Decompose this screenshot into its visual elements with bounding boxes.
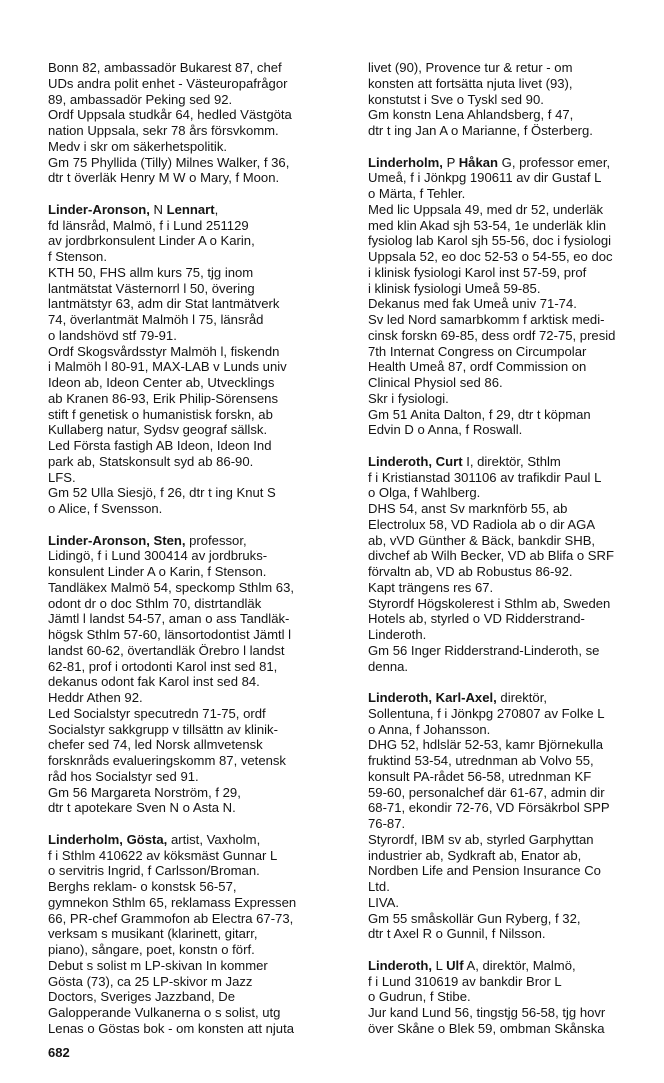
entry-text: lantmätstat Västernorrl l 50, övering	[48, 280, 255, 296]
text-line	[48, 359, 353, 375]
entry-text: Debut s solist m LP-skivan In kommer	[48, 957, 268, 973]
text-line	[368, 580, 664, 596]
text-line	[48, 863, 353, 879]
text-line	[368, 611, 664, 627]
entry-text: ab Kranen 86-93, Erik Philip-Sörensens	[48, 390, 278, 406]
entry-text: G, professor emer,	[498, 154, 611, 170]
text-line	[368, 328, 664, 344]
entry-text: f i Lund 310619 av bankdir Bror L	[368, 973, 562, 989]
entry-text: Jur kand Lund 56, tingstjg 56-58, tjg hovr	[368, 1005, 606, 1020]
entry-text: högsk Sthlm 57-60, länsortodontist Jämtl l	[48, 627, 292, 642]
entry-surname: Linder-Aronson,	[48, 201, 150, 217]
entry-text: fd länsråd, Malmö, f i Lund 251129	[48, 217, 249, 233]
entry-text: med klin Akad sjh 53-54, 1e underläk klin	[368, 217, 607, 233]
entry-text: Heddr Athen 92.	[48, 690, 143, 705]
entry-text: livet (90), Provence tur & retur - om	[368, 60, 573, 75]
text-line	[368, 863, 664, 879]
text-line	[368, 76, 664, 92]
text-line	[368, 485, 664, 501]
entry-text: Gm 56 Margareta Norström, f 29,	[48, 784, 241, 800]
text-line	[368, 422, 664, 438]
entry-text: o Alice, f Svensson.	[48, 501, 163, 516]
entry-text: f i Sthlm 410622 av köksmäst Gunnar L	[48, 847, 278, 863]
entry-text: dtr t ing Jan A o Marianne, f Österberg.	[368, 123, 593, 138]
text-line	[48, 1005, 353, 1021]
text-line	[48, 312, 353, 328]
text-line	[368, 989, 664, 1005]
entry-text: Lenas o Göstas bok - om konsten att njuta	[48, 1020, 295, 1036]
entry-text: Led Första fastigh AB Ideon, Ideon Ind	[48, 438, 272, 453]
text-line	[368, 407, 664, 423]
text-line	[48, 596, 353, 612]
text-line	[48, 706, 353, 722]
text-line	[48, 139, 353, 155]
entry-text: ,	[214, 201, 219, 217]
text-line	[48, 926, 353, 942]
text-line	[48, 233, 353, 249]
text-line	[368, 627, 664, 643]
text-line	[48, 422, 353, 438]
text-line	[48, 690, 353, 706]
entry-text: 59-60, personalchef där 61-67, admin dir	[368, 784, 605, 800]
entry-text: f Stenson.	[48, 249, 107, 264]
entry-text: i klinisk fysiologi Umeå 59-85.	[368, 280, 541, 296]
text-line	[368, 218, 664, 234]
text-line	[48, 769, 353, 785]
entry-text: artist, Vaxholm,	[167, 831, 261, 847]
text-line	[368, 753, 664, 769]
text-line	[368, 344, 664, 360]
entry-text: 7th Internat Congress on Circumpolar	[368, 343, 587, 359]
entry-text: konsulent Linder A o Karin, f Stenson.	[48, 564, 267, 579]
text-line	[368, 785, 664, 801]
entry-text: Ordf Uppsala studkår 64, hedled Västgöta	[48, 107, 292, 123]
entry-surname: Linder-Aronson, Sten,	[48, 532, 186, 548]
entry-text: Nordben Life and Pension Insurance Co	[368, 863, 601, 879]
entry-text: 74, överlantmät Malmöh l 75, länsråd	[48, 312, 264, 327]
entry-text: över Skåne o Blek 59, ombman Skånska	[368, 1020, 605, 1036]
entry-text: nation Uppsala, sekr 78 års försvkomm.	[48, 123, 279, 138]
entry-text: förvaltn ab, VD ab Robustus 86-92.	[368, 564, 573, 579]
text-line	[368, 501, 664, 517]
text-line	[368, 564, 664, 580]
text-line	[48, 249, 353, 265]
text-line	[368, 107, 664, 123]
text-line	[48, 974, 353, 990]
text-line	[368, 517, 664, 533]
entry-text: direktör,	[496, 690, 547, 705]
entry-text: divchef ab Wilh Becker, VD ab Blifa o SRF	[368, 548, 614, 564]
text-line	[48, 580, 353, 596]
entry-text: Tandläkex Malmö 54, speckomp Sthlm 63,	[48, 579, 294, 595]
text-line	[48, 155, 353, 171]
text-line	[48, 674, 353, 690]
entry-text: dekanus odont fak Karol inst sed 84.	[48, 674, 260, 690]
entry-text: dtr t Axel R o Gunnil, f Nilsson.	[368, 926, 546, 942]
entry-text: DHG 52, hdlslär 52-53, kamr Björnekulla	[368, 737, 604, 753]
entry-text: o landshövd stf 79-91.	[48, 327, 177, 343]
entry-text: Dekanus med fak Umeå univ 71-74.	[368, 296, 577, 312]
text-line	[48, 1021, 353, 1037]
entry-text: Gösta (73), ca 25 LP-skivor m Jazz	[48, 973, 253, 989]
entry-text: Ideon ab, Ideon Center ab, Utvecklings	[48, 375, 275, 390]
text-line	[48, 438, 353, 454]
entry-text: cinsk forskn 69-85, dess ordf 72-75, presid	[368, 327, 616, 343]
text-line	[368, 832, 664, 848]
entry-text: o Olga, f Wahlberg.	[368, 485, 481, 501]
entry-surname: Linderholm,	[368, 154, 443, 170]
entry-text: konstutst i Sve o Tyskl sed 90.	[368, 91, 544, 107]
entry-text: Gm 56 Inger Ridderstrand-Linderoth, se	[368, 642, 600, 658]
entry-surname: Linderoth, Karl-Axel,	[368, 690, 497, 705]
text-line	[368, 296, 664, 312]
entry-text: Ltd.	[368, 879, 390, 894]
text-line	[368, 643, 664, 659]
text-line	[368, 722, 664, 738]
text-line	[368, 879, 664, 895]
text-line	[48, 265, 353, 281]
text-line	[368, 911, 664, 927]
entry-text: Sollentuna, f i Jönkpg 270807 av Folke L	[368, 705, 605, 721]
text-line	[368, 848, 664, 864]
entry-text: o Märta, f Tehler.	[368, 186, 466, 201]
text-line	[48, 375, 353, 391]
entry-text: konsten att fortsätta njuta livet (93),	[368, 75, 573, 91]
text-line	[368, 202, 664, 218]
entry-text: chefer sed 74, led Norsk allmvetensk	[48, 737, 263, 753]
text-line	[368, 800, 664, 816]
entry-text: o servitris Ingrid, f Carlsson/Broman.	[48, 863, 260, 879]
entry-text: Gm 52 Ulla Siesjö, f 26, dtr t ing Knut S	[48, 485, 276, 501]
text-line	[48, 407, 353, 423]
text-line	[48, 737, 353, 753]
entry-text: Ordf Skogsvårdsstyr Malmöh l, fiskendn	[48, 343, 280, 359]
text-line	[368, 690, 664, 706]
entry-text: dtr t överläk Henry M W o Mary, f Moon.	[48, 170, 280, 186]
entry-text: Styrordf, IBM sv ab, styrled Garphyttan	[368, 831, 594, 847]
entry-text: i Malmöh l 80-91, MAX-LAB v Lunds univ	[48, 359, 287, 375]
entry-text: Galopperande Vulkanerna o s solist, utg	[48, 1005, 281, 1020]
biography-entry	[48, 202, 353, 517]
text-line	[368, 706, 664, 722]
entry-text: Uppsala 52, eo doc 52-53 o 54-55, eo doc	[368, 249, 613, 264]
entry-text: Skr i fysiologi.	[368, 390, 449, 406]
entry-text: fruktind 53-54, utrednman ab Volvo 55,	[368, 753, 594, 768]
text-line	[368, 958, 664, 974]
text-line	[368, 548, 664, 564]
entry-text: denna.	[368, 658, 409, 674]
entry-surname: Linderoth,	[368, 957, 433, 973]
entry-surname: Linderoth, Curt	[368, 453, 463, 469]
text-line	[48, 123, 353, 139]
text-line	[48, 832, 353, 848]
page-number: 682	[48, 1045, 70, 1060]
text-line	[48, 328, 353, 344]
text-line	[368, 454, 664, 470]
entry-text: Umeå, f i Jönkpg 190611 av dir Gustaf L	[368, 170, 602, 186]
entry-given-name: Lennart	[166, 201, 215, 217]
entry-text: KTH 50, FHS allm kurs 75, tjg inom	[48, 264, 254, 280]
biography-entry	[368, 60, 664, 139]
text-line	[48, 548, 353, 564]
biography-entry	[48, 60, 353, 186]
entry-initial: P	[442, 154, 459, 170]
text-line	[368, 895, 664, 911]
text-line	[368, 391, 664, 407]
text-line	[368, 249, 664, 265]
text-line	[368, 92, 664, 108]
right-column	[368, 60, 664, 1037]
text-line	[368, 816, 664, 832]
text-line	[48, 296, 353, 312]
entry-text: 89, ambassadör Peking sed 92.	[48, 91, 233, 107]
entry-text: landst 60-62, övertandläk Örebro l landst	[48, 642, 285, 658]
biography-entry	[48, 832, 353, 1037]
text-line	[48, 989, 353, 1005]
text-line	[48, 218, 353, 234]
text-line	[368, 186, 664, 202]
text-line	[368, 533, 664, 549]
text-line	[48, 785, 353, 801]
entry-text: I, direktör, Sthlm	[462, 453, 561, 469]
entry-text: Berghs reklam- o konstsk 56-57,	[48, 879, 237, 894]
text-line	[48, 958, 353, 974]
entry-text: Doctors, Sveriges Jazzband, De	[48, 989, 236, 1005]
entry-text: fysiolog lab Karol sjh 55-56, doc i fysiologi	[368, 233, 612, 249]
entry-text: Med lic Uppsala 49, med dr 52, underläk	[368, 201, 604, 217]
text-line	[368, 375, 664, 391]
entry-text: Edvin D o Anna, f Roswall.	[368, 422, 523, 438]
text-line	[368, 281, 664, 297]
text-line	[368, 659, 664, 675]
text-line	[48, 470, 353, 486]
entry-text: Hotels ab, styrled o VD Ridderstrand-	[368, 611, 585, 627]
entry-surname: Linderholm, Gösta,	[48, 831, 168, 847]
text-line	[368, 926, 664, 942]
entry-text: Lidingö, f i Lund 300414 av jordbruks-	[48, 548, 268, 564]
left-column	[48, 60, 353, 1037]
text-line	[368, 470, 664, 486]
text-line	[48, 344, 353, 360]
text-line	[48, 202, 353, 218]
text-line	[48, 722, 353, 738]
text-line	[48, 170, 353, 186]
text-line	[368, 359, 664, 375]
text-line	[368, 265, 664, 281]
entry-text: Health Umeå 87, ordf Commission on	[368, 359, 587, 375]
text-line	[48, 879, 353, 895]
entry-text: ab, vVD Günther & Bäck, bankdir SHB,	[368, 532, 596, 548]
entry-text: Linderoth.	[368, 627, 427, 642]
text-line	[48, 753, 353, 769]
entry-text: o Anna, f Johansson.	[368, 721, 491, 737]
entry-text: professor,	[185, 532, 247, 548]
entry-text: av jordbrkonsulent Linder A o Karin,	[48, 233, 255, 249]
text-line	[368, 737, 664, 753]
entry-text: piano), sångare, poet, konstn o förf.	[48, 942, 255, 957]
entry-given-name: Håkan	[458, 154, 499, 170]
biography-entry	[368, 454, 664, 675]
text-line	[368, 769, 664, 785]
entry-initial: L	[432, 957, 447, 973]
text-line	[48, 533, 353, 549]
text-line	[368, 1021, 664, 1037]
text-line	[368, 233, 664, 249]
entry-initial: N	[149, 201, 167, 217]
biography-entry	[368, 155, 664, 439]
text-line	[368, 974, 664, 990]
entry-text: Gm 55 småskollär Gun Ryberg, f 32,	[368, 910, 581, 926]
entry-text: LFS.	[48, 469, 76, 485]
entry-text: LIVA.	[368, 894, 400, 910]
text-line	[48, 942, 353, 958]
entry-text: forsknråds evalueringskomm 87, vetensk	[48, 753, 286, 768]
text-line	[48, 643, 353, 659]
text-line	[48, 485, 353, 501]
entry-text: Kullaberg natur, Sydsv geograf sällsk.	[48, 422, 268, 438]
entry-text: Styrordf Högskolerest i Sthlm ab, Sweden	[368, 595, 611, 611]
entry-text: odont dr o doc Sthlm 70, distrtandläk	[48, 595, 262, 611]
text-line	[368, 170, 664, 186]
text-line	[48, 501, 353, 517]
text-line	[368, 123, 664, 139]
entry-text: i klinisk fysiologi Karol inst 57-59, prof	[368, 264, 587, 280]
text-line	[48, 800, 353, 816]
entry-text: Medv i skr om säkerhetspolitik.	[48, 138, 228, 154]
entry-text: Sv led Nord samarbkomm f arktisk medi-	[368, 312, 605, 327]
entry-text: o Gudrun, f Stibe.	[368, 989, 471, 1005]
entry-text: industrier ab, Sydkraft ab, Enator ab,	[368, 847, 582, 863]
entry-text: park ab, Statskonsult syd ab 86-90.	[48, 453, 254, 469]
text-line	[48, 92, 353, 108]
entry-text: dtr t apotekare Sven N o Asta N.	[48, 800, 236, 816]
text-line	[48, 107, 353, 123]
text-line	[48, 60, 353, 76]
entry-text: Gm konstn Lena Ahlandsberg, f 47,	[368, 107, 574, 123]
entry-text: 76-87.	[368, 816, 406, 831]
entry-text: Electrolux 58, VD Radiola ab o dir AGA	[368, 516, 596, 532]
text-line	[48, 911, 353, 927]
entry-text: DHS 54, anst Sv marknförb 55, ab	[368, 501, 568, 516]
entry-text: 62-81, prof i ortodonti Karol inst sed 81,	[48, 658, 278, 674]
entry-text: stift f genetisk o humanistisk forskn, ab	[48, 406, 273, 422]
entry-text: verksam s musikant (klarinett, gitarr,	[48, 926, 258, 942]
entry-given-name: Ulf	[446, 957, 464, 973]
text-line	[368, 1005, 664, 1021]
entry-text: Bonn 82, ambassadör Bukarest 87, chef	[48, 60, 282, 75]
text-line	[48, 611, 353, 627]
text-line	[368, 60, 664, 76]
text-line	[368, 155, 664, 171]
biography-entry	[368, 958, 664, 1037]
text-line	[48, 76, 353, 92]
entry-text: Socialstyr sakkgrupp v tillsättn av klinik-	[48, 721, 278, 737]
text-line	[48, 848, 353, 864]
entry-text: Gm 75 Phyllida (Tilly) Milnes Walker, f 36,	[48, 154, 290, 170]
text-line	[48, 281, 353, 297]
entry-text: 66, PR-chef Grammofon ab Electra 67-73,	[48, 910, 294, 926]
biography-entry	[368, 690, 664, 942]
entry-text: 68-71, ekondir 72-76, VD Försäkrbol SPP	[368, 800, 610, 816]
biography-entry	[48, 533, 353, 817]
text-line	[368, 312, 664, 328]
text-line	[368, 596, 664, 612]
entry-text: lantmätstyr 63, adm dir Stat lantmätverk	[48, 296, 280, 312]
entry-text: Clinical Physiol sed 86.	[368, 375, 503, 390]
entry-text: Kapt trängens res 67.	[368, 579, 494, 595]
entry-text: konsult PA-rådet 56-58, utrednman KF	[368, 768, 592, 784]
entry-text: gymnekon Sthlm 65, reklamass Expressen	[48, 894, 297, 910]
text-line	[48, 659, 353, 675]
text-line	[48, 454, 353, 470]
text-line	[48, 895, 353, 911]
text-line	[48, 391, 353, 407]
entry-text: Gm 51 Anita Dalton, f 29, dtr t köpman	[368, 406, 591, 422]
entry-text: råd hos Socialstyr sed 91.	[48, 768, 199, 784]
entry-text: Led Socialstyr specutredn 71-75, ordf	[48, 705, 266, 721]
entry-text: f i Kristianstad 301106 av trafikdir Paul L	[368, 469, 602, 485]
entry-text: UDs andra polit enhet - Västeuropafrågor	[48, 75, 288, 91]
entry-text: A, direktör, Malmö,	[463, 957, 576, 973]
text-line	[48, 564, 353, 580]
entry-text: Jämtl l landst 54-57, aman o ass Tandläk-	[48, 611, 290, 627]
text-line	[48, 627, 353, 643]
